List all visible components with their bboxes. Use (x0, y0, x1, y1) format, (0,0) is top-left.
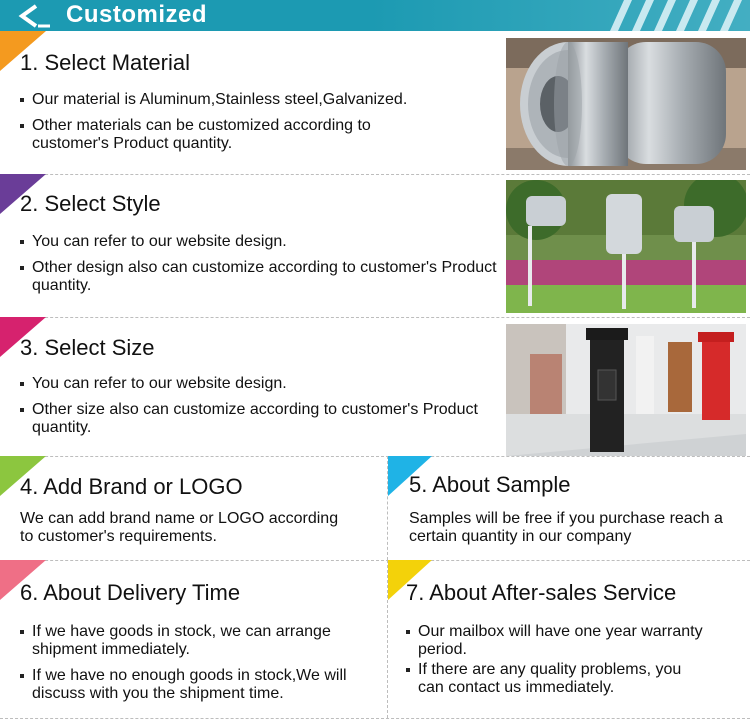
list-item: Our material is Aluminum,Stainless steel,Galvanized. (18, 91, 488, 109)
bullet-icon (406, 630, 410, 634)
logo-description: We can add brand name or LOGO according to customer's requirements. (20, 510, 339, 545)
page-title: Customized (66, 1, 208, 28)
list-item: If we have no enough goods in stock,We will discuss with you the shipment time. (18, 667, 380, 703)
section-title-style: 2. Select Style (20, 191, 161, 216)
style-bullet-list (18, 233, 498, 303)
mailbox-style-photo (506, 180, 746, 313)
chevron-left-icon (14, 4, 50, 28)
aftersales-bullet-list (404, 623, 704, 705)
list-item: Other size also can customize according to customer's Product quantity. (18, 401, 492, 437)
list-item: Our mailbox will have one year warranty period. (404, 623, 704, 659)
bullet-icon (20, 266, 24, 270)
section-divider (0, 456, 750, 457)
delivery-bullet-list (18, 623, 380, 711)
section-title-size: 3. Select Size (20, 335, 155, 360)
section-title-material: 1. Select Material (20, 50, 190, 75)
bullet-icon (20, 674, 24, 678)
section-divider (0, 174, 750, 175)
list-item: If there are any quality problems, you can contact us immediately. (404, 661, 704, 697)
steel-coil-photo (506, 38, 746, 170)
section-divider (0, 560, 750, 561)
mailbox-size-photo (506, 324, 746, 456)
bullet-icon (20, 98, 24, 102)
list-item: Other materials can be customized according to customer's Product quantity. (18, 117, 452, 153)
list-item: You can refer to our website design. (18, 375, 498, 393)
banner-stripes-decoration (610, 0, 750, 31)
sample-description: Samples will be free if you purchase reach a certain quantity in our company (409, 510, 723, 545)
bullet-icon (406, 668, 410, 672)
section-title-delivery: 6. About Delivery Time (20, 580, 241, 605)
section-title-logo: 4. Add Brand or LOGO (20, 474, 243, 499)
section-title-sample: 5. About Sample (409, 472, 571, 497)
bullet-icon (20, 408, 24, 412)
list-item: Other design also can customize according to customer's Product quantity. (18, 259, 502, 295)
bullet-icon (20, 630, 24, 634)
size-bullet-list (18, 375, 498, 445)
section-title-aftersales: 7. About After-sales Service (406, 580, 677, 605)
section-divider (0, 317, 750, 318)
list-item: If we have goods in stock, we can arrange shipment immediately. (18, 623, 380, 659)
header-banner (0, 0, 750, 31)
bullet-icon (20, 240, 24, 244)
bullet-icon (20, 124, 24, 128)
list-item: You can refer to our website design. (18, 233, 498, 251)
bullet-icon (20, 382, 24, 386)
section-divider (0, 718, 750, 719)
material-bullet-list (18, 91, 488, 161)
